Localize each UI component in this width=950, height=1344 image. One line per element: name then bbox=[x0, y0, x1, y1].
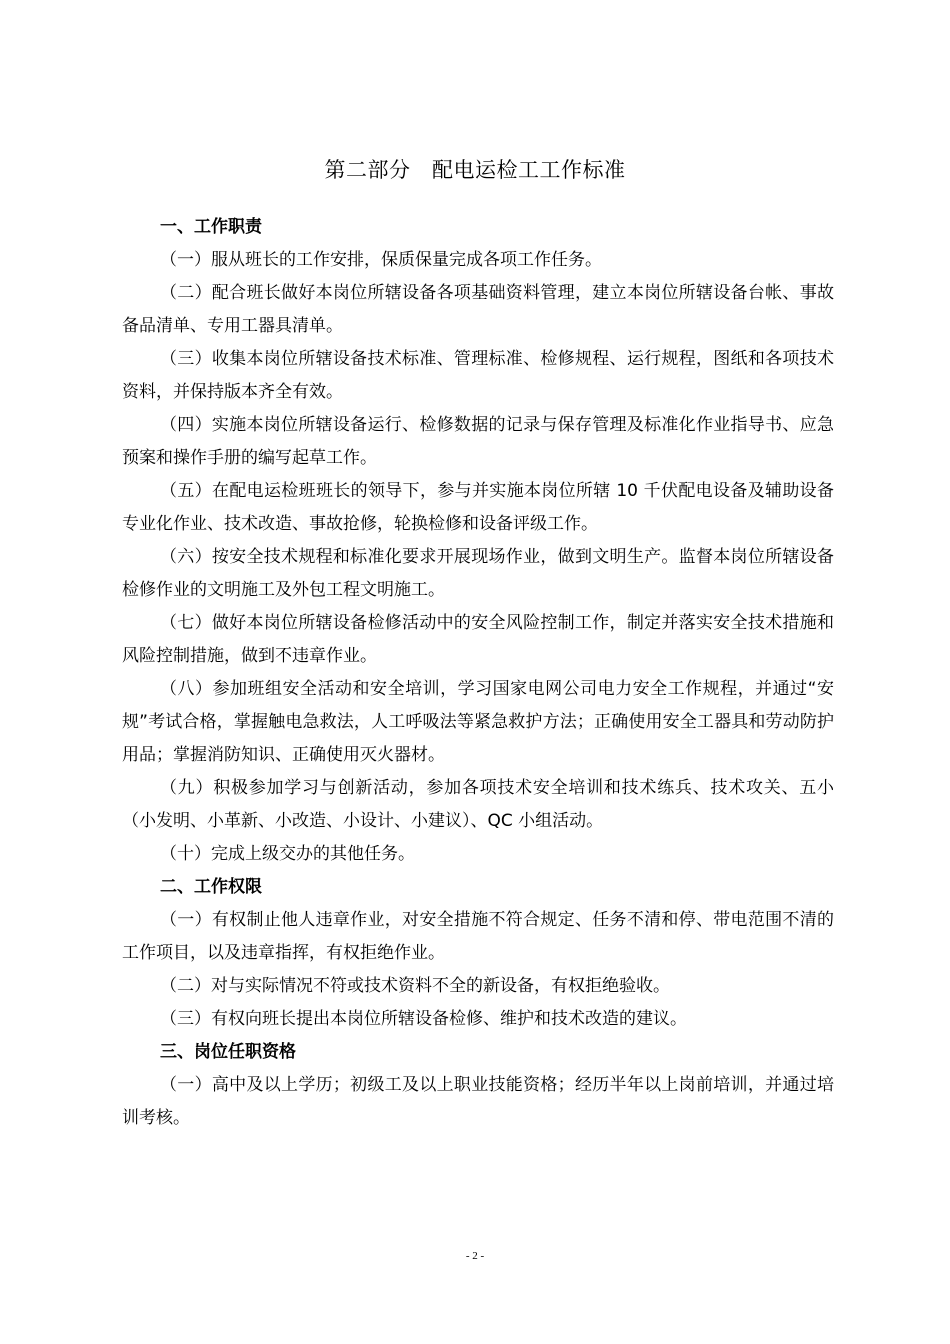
paragraph: （七）做好本岗位所辖设备检修活动中的安全风险控制工作，制定并落实安全技术措施和风险控制措施，做到不违章作业。 bbox=[122, 613, 834, 666]
paragraph: （三）有权向班长提出本岗位所辖设备检修、维护和技术改造的建议。 bbox=[160, 1009, 687, 1029]
paragraph: （一）有权制止他人违章作业，对安全措施不符合规定、任务不清和停、带电范围不清的工作项目，以及违章指挥，有权拒绝作业。 bbox=[122, 910, 834, 963]
section-heading: 三、岗位任职资格 bbox=[160, 1042, 296, 1062]
paragraph: （一）服从班长的工作安排，保质保量完成各项工作任务。 bbox=[160, 250, 602, 270]
page-title: 第二部分 配电运检工工作标准 bbox=[324, 158, 626, 182]
paragraph: （五）在配电运检班班长的领导下，参与并实施本岗位所辖 10 千伏配电设备及辅助设备专业化作业、技术改造、事故抢修，轮换检修和设备评级工作。 bbox=[122, 481, 834, 534]
paragraph: （一）高中及以上学历；初级工及以上职业技能资格；经历半年以上岗前培训，并通过培训考核。 bbox=[122, 1075, 834, 1128]
section-heading: 二、工作权限 bbox=[160, 877, 262, 897]
paragraph: （六）按安全技术规程和标准化要求开展现场作业，做到文明生产。监督本岗位所辖设备检修作业的文明施工及外包工程文明施工。 bbox=[122, 547, 834, 600]
document-body bbox=[122, 211, 834, 1135]
section-heading: 一、工作职责 bbox=[160, 217, 262, 237]
paragraph: （十）完成上级交办的其他任务。 bbox=[160, 844, 415, 864]
paragraph: （二）对与实际情况不符或技术资料不全的新设备，有权拒绝验收。 bbox=[160, 976, 670, 996]
page-number: - 2 - bbox=[465, 1250, 485, 1262]
paragraph: （二）配合班长做好本岗位所辖设备各项基础资料管理，建立本岗位所辖设备台帐、事故备品清单、专用工器具清单。 bbox=[122, 283, 834, 336]
paragraph: （三）收集本岗位所辖设备技术标准、管理标准、检修规程、运行规程，图纸和各项技术资料，并保持版本齐全有效。 bbox=[122, 349, 834, 402]
paragraph: （九）积极参加学习与创新活动，参加各项技术安全培训和技术练兵、技术攻关、五小（小发明、小革新、小改造、小设计、小建议）、QC 小组活动。 bbox=[122, 778, 834, 831]
paragraph: （八）参加班组安全活动和安全培训，学习国家电网公司电力安全工作规程，并通过“安规”考试合格，掌握触电急救法，人工呼吸法等紧急救护方法；正确使用安全工器具和劳动防护用品；掌握消防知识、正确使用灭火器材。 bbox=[122, 679, 834, 765]
paragraph: （四）实施本岗位所辖设备运行、检修数据的记录与保存管理及标准化作业指导书、应急预案和操作手册的编写起草工作。 bbox=[122, 415, 834, 468]
